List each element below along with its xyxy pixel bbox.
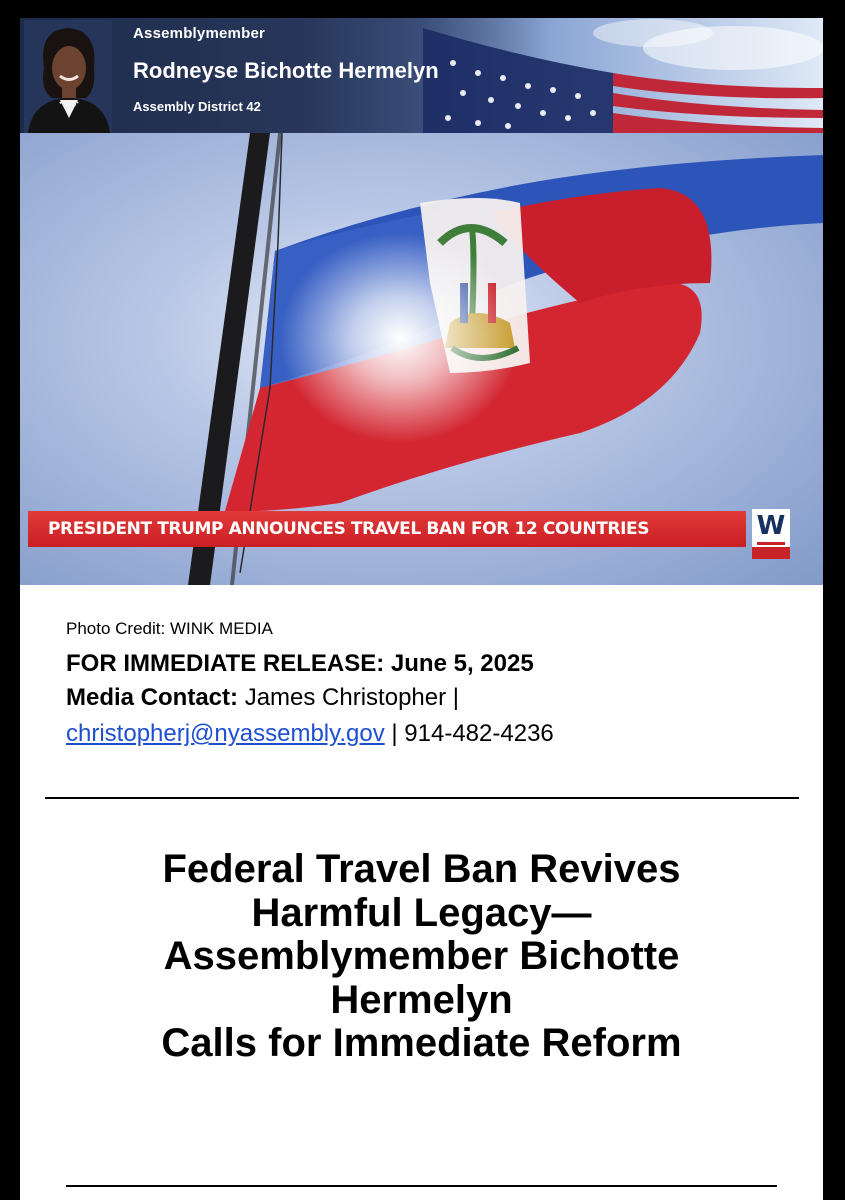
contact-name: James Christopher |	[244, 684, 459, 711]
logo-divider	[757, 542, 785, 545]
assemblymember-portrait	[24, 20, 112, 133]
contact-phone: 914-482-4236	[404, 720, 554, 747]
photo-credit: Photo Credit: WINK MEDIA	[66, 619, 273, 638]
contact-details-line	[66, 720, 554, 748]
avatar	[24, 20, 112, 133]
contact-separator: |	[391, 720, 398, 747]
press-release-document	[20, 18, 823, 1200]
divider-bottom	[66, 1185, 777, 1187]
headline-line: Harmful Legacy—	[251, 890, 592, 935]
media-contact-line	[66, 684, 459, 712]
logo-bar	[752, 547, 790, 559]
logo-letter: W	[756, 511, 786, 541]
headline-line: Calls for Immediate Reform	[161, 1021, 682, 1065]
contact-label: Media Contact:	[66, 684, 239, 711]
banner-name: Rodneyse Bichotte Hermelyn	[133, 58, 439, 83]
us-flag-image	[403, 18, 823, 133]
banner-district: Assembly District 42	[133, 99, 261, 114]
wink-news-logo	[752, 509, 790, 559]
banner-role: Assemblymember	[133, 25, 266, 42]
release-label: FOR IMMEDIATE RELEASE:	[66, 650, 385, 677]
headline	[20, 848, 823, 1066]
headline-line: Assemblymember Bichotte	[163, 934, 680, 978]
header-banner	[20, 18, 823, 133]
headline-line: Federal Travel Ban Revives	[162, 847, 681, 891]
release-line	[66, 650, 534, 678]
divider-top	[45, 797, 799, 799]
hero-photo	[20, 133, 823, 585]
news-ticker: PRESIDENT TRUMP ANNOUNCES TRAVEL BAN FOR 12 COUNTRIES	[28, 511, 746, 547]
headline-line: Hermelyn	[330, 977, 513, 1022]
contact-email-link[interactable]: christopherj@nyassembly.gov	[66, 720, 385, 747]
release-date: June 5, 2025	[390, 650, 534, 677]
